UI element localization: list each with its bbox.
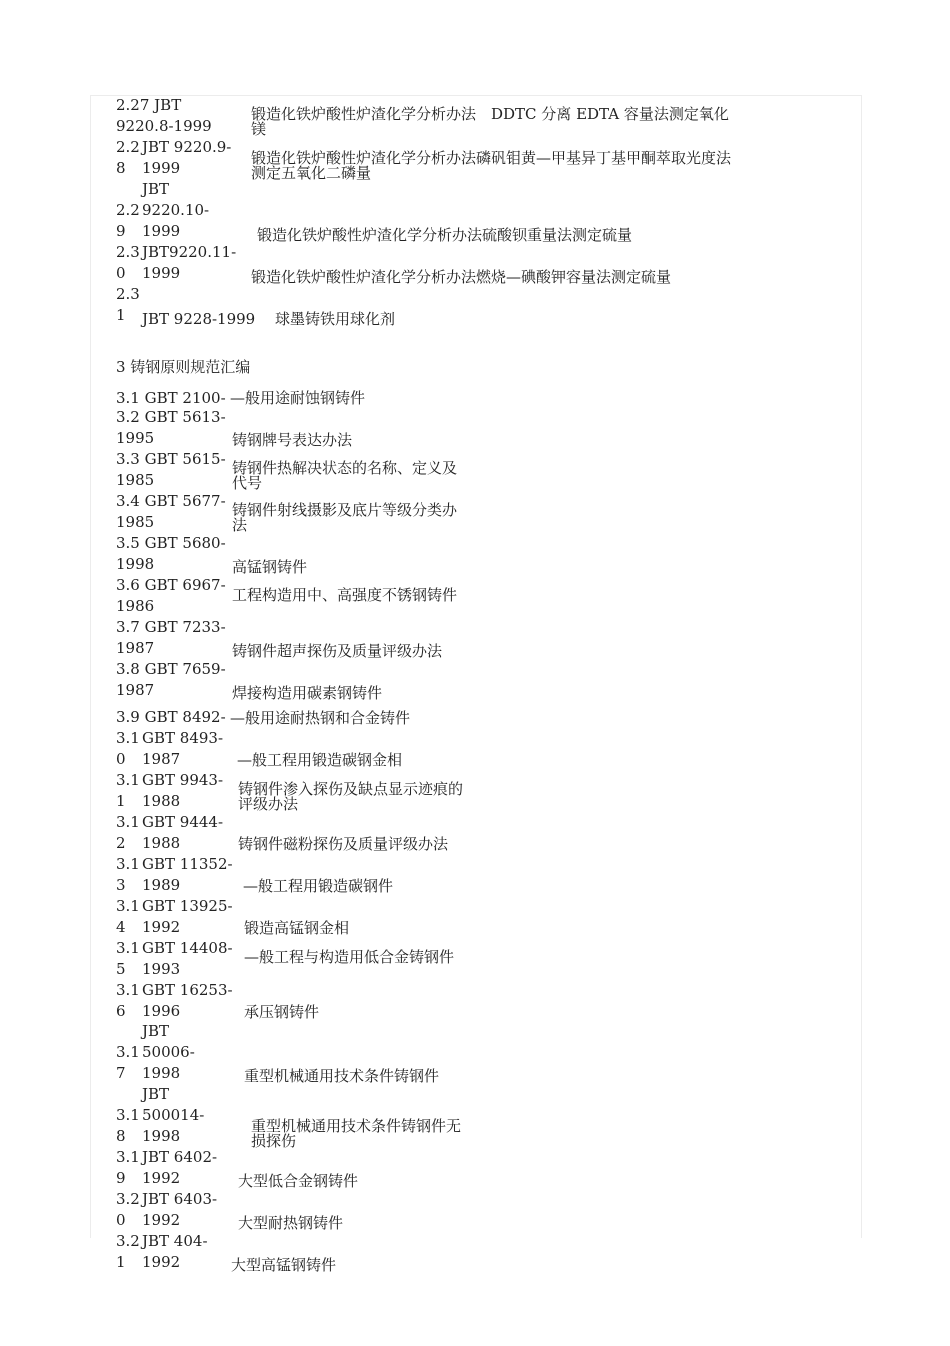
item-title: 铸钢件磁粉探伤及质量评级办法 [238,835,449,853]
item-title: —般用途耐蚀钢铸件 [230,389,366,407]
item-number: 6 [116,1002,126,1020]
item-number: 8 [116,1127,126,1145]
item-year: 1985 [116,513,155,531]
item-number: 3.4 GBT 5677- [116,492,226,510]
item-number: 3.2 [116,1190,140,1208]
item-code: 1987 [142,750,181,768]
item-title: 承压钢铸件 [244,1003,320,1021]
item-number: 0 [116,1211,126,1229]
item-number: 3.8 GBT 7659- [116,660,226,678]
item-code: JBT 9220.9- [142,138,232,156]
item-code: 1989 [142,876,181,894]
item-title: 锻造化铁炉酸性炉渣化学分析办法燃烧—碘酸钾容量法测定硫量 [251,268,672,286]
item-code: GBT 9943- [142,771,224,789]
item-number: 3.7 GBT 7233- [116,618,226,636]
item-title: 锻造化铁炉酸性炉渣化学分析办法磷矾钼黄—甲基异丁基甲酮萃取光度法测定五氧化二磷量 [251,149,732,182]
item-title: —般用途耐热钢和合金铸件 [230,709,411,727]
item-title: 工程构造用中、高强度不锈钢铸件 [232,586,458,604]
item-number: 3.1 [116,771,140,789]
item-code: JBT [142,1022,170,1040]
item-code: 1996 [142,1002,181,1020]
item-code: 1992 [142,1211,181,1229]
item-number: 8 [116,159,126,177]
item-title: 铸钢件热解决状态的名称、定义及代号 [232,459,458,492]
item-number: 3.1 [116,1043,140,1061]
item-number: 2.3 [116,285,140,303]
item-number: 3.3 GBT 5615- [116,450,226,468]
item-title: 大型高锰钢铸件 [231,1256,337,1274]
item-title: 锻造高锰钢金相 [244,919,350,937]
item-title: 铸钢件渗入探伤及缺点显示迹痕的评级办法 [238,780,464,813]
item-number: 2.2 [116,138,140,156]
item-number: 2.27 JBT [116,96,182,114]
item-number: 1 [116,306,126,324]
item-title: 锻造化铁炉酸性炉渣化学分析办法硫酸钡重量法测定硫量 [257,226,633,244]
item-code: GBT 11352- [142,855,233,873]
item-code: 9220.8-1999 [116,117,212,135]
item-code: 1998 [142,1127,181,1145]
item-code: 1988 [142,834,181,852]
item-title: —般工程用锻造碳钢金相 [237,751,403,769]
item-number: 3 [116,876,126,894]
item-code: 1999 [142,159,181,177]
item-number: 3.5 GBT 5680- [116,534,226,552]
item-number: 3.1 [116,897,140,915]
item-number: 3.1 [116,939,140,957]
item-code: GBT 13925- [142,897,233,915]
item-number: 1 [116,1253,126,1271]
item-year: 1998 [116,555,155,573]
item-title: 铸钢件射线摄影及底片等级分类办法 [232,501,458,534]
item-title: 高锰钢铸件 [232,558,308,576]
item-title: 大型耐热钢铸件 [238,1214,344,1232]
item-number: 3.2 GBT 5613- [116,408,226,426]
item-number: 0 [116,750,126,768]
item-year: 1985 [116,471,155,489]
item-code: JBT 6403- [142,1190,218,1208]
item-number: 3.6 GBT 6967- [116,576,226,594]
item-code: 1993 [142,960,181,978]
item-number: 3.1 [116,1148,140,1166]
item-code: 1988 [142,792,181,810]
item-year: 1995 [116,429,155,447]
item-code: 1999 [142,222,181,240]
item-number: 4 [116,918,126,936]
item-number: 1 [116,792,126,810]
item-code: JBT9220.11- [142,243,237,261]
item-code: GBT 16253- [142,981,233,999]
item-number: 3.1 GBT 2100- [116,389,226,407]
item-number: 2 [116,834,126,852]
item-number: 2.2 [116,201,140,219]
item-code: 1999 [142,264,181,282]
item-code: 1992 [142,918,181,936]
item-code: JBT [142,180,170,198]
item-code: GBT 14408- [142,939,233,957]
item-number: 3.1 [116,729,140,747]
item-year: 1987 [116,681,155,699]
item-title: —般工程与构造用低合金铸钢件 [244,948,455,966]
item-title: —般工程用锻造碳钢件 [243,877,394,895]
item-code: JBT [142,1085,170,1103]
item-title: 重型机械通用技术条件铸钢件 [244,1067,440,1085]
item-title: 重型机械通用技术条件铸钢件无损探伤 [251,1117,462,1150]
item-code: 1992 [142,1169,181,1187]
item-year: 1987 [116,639,155,657]
item-number: 2.3 [116,243,140,261]
item-code: 500014- [142,1106,205,1124]
item-number: 3.1 [116,1106,140,1124]
item-number: 9 [116,222,126,240]
item-code: GBT 8493- [142,729,224,747]
item-code: GBT 9444- [142,813,224,831]
item-code: JBT 404- [142,1232,208,1250]
item-number: 3.1 [116,855,140,873]
item-title: 球墨铸铁用球化剂 [275,310,396,328]
item-number: 3.2 [116,1232,140,1250]
section-heading: 3 铸钢原则规范汇编 [116,358,251,376]
item-code: JBT 6402- [142,1148,218,1166]
item-number: 5 [116,960,126,978]
item-code: JBT 9228-1999 [142,310,256,328]
item-title: 焊接构造用碳素钢铸件 [232,684,383,702]
item-code: 1992 [142,1253,181,1271]
item-title: 铸钢件超声探伤及质量评级办法 [232,642,443,660]
item-number: 0 [116,264,126,282]
item-number: 3.1 [116,813,140,831]
item-title: 大型低合金钢铸件 [238,1172,359,1190]
item-code: 9220.10- [142,201,210,219]
item-number: 3.1 [116,981,140,999]
item-code: 1998 [142,1064,181,1082]
item-number: 7 [116,1064,126,1082]
item-year: 1986 [116,597,155,615]
item-title: 铸钢牌号表达办法 [232,431,353,449]
item-number: 9 [116,1169,126,1187]
item-number: 3.9 GBT 8492- [116,708,226,726]
item-code: 50006- [142,1043,195,1061]
item-title: 锻造化铁炉酸性炉渣化学分析办法 DDTC 分离 EDTA 容量法测定氧化镁 [251,105,729,138]
